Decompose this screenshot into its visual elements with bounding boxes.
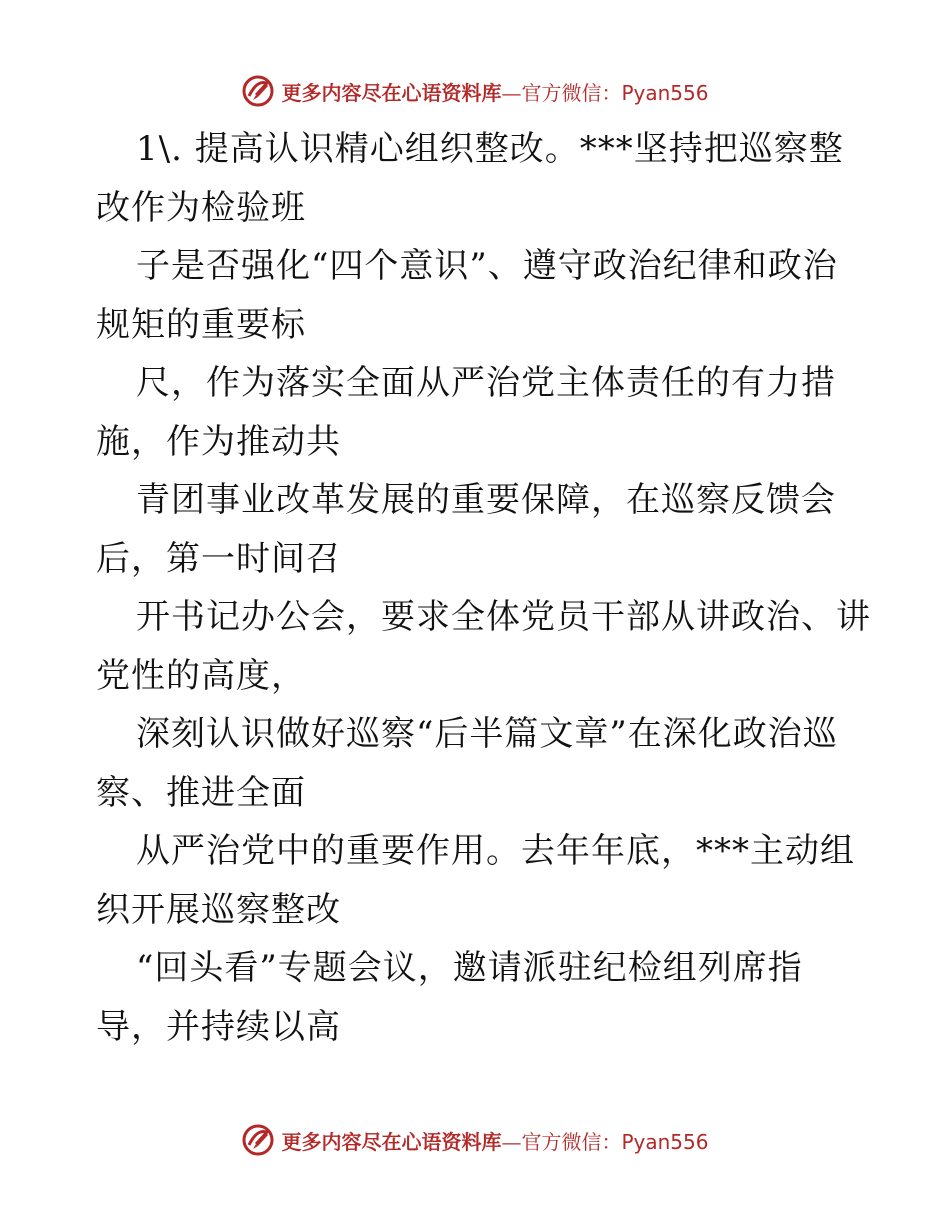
- footer-banner: [0, 1120, 950, 1160]
- banner-title: 更多内容尽在心语资料库: [281, 80, 502, 105]
- body-line: 尺，作为落实全面从严治党主体责任的有力措: [136, 363, 836, 403]
- body-line: 后，第一时间召: [96, 538, 341, 579]
- pen-logo-icon: [241, 74, 275, 108]
- body-line: 深刻认识做好巡察“后半篇文章”在深化政治巡: [136, 714, 838, 754]
- banner-contact: 官方微信：Pyan556: [521, 80, 709, 105]
- document-body: [96, 120, 871, 1056]
- body-line: 导，并持续以高: [96, 1006, 341, 1047]
- header-banner: [0, 71, 950, 111]
- body-line: “回头看”专题会议，邀请派驻纪检组列席指: [136, 948, 803, 988]
- body-line: 青团事业改革发展的重要保障，在巡察反馈会: [136, 480, 836, 520]
- body-line: 开书记办公会，要求全体党员干部从讲政治、讲: [136, 597, 871, 637]
- body-line: 察、推进全面: [96, 772, 306, 813]
- body-line: 从严治党中的重要作用。去年年底，***主动组: [136, 831, 855, 871]
- body-line: 党性的高度，: [96, 655, 306, 696]
- pen-logo-icon: [241, 1123, 275, 1157]
- banner-title: 更多内容尽在心语资料库: [281, 1129, 502, 1154]
- banner-dash: —: [501, 80, 522, 105]
- body-line: 子是否强化“四个意识”、遵守政治纪律和政治: [136, 246, 838, 286]
- banner-contact: 官方微信：Pyan556: [521, 1129, 709, 1154]
- body-line: 织开展巡察整改: [96, 889, 341, 930]
- body-line: 规矩的重要标: [96, 304, 306, 345]
- body-line: 改作为检验班: [96, 187, 306, 228]
- body-line: 1\. 提高认识精心组织整改。***坚持把巡察整: [136, 129, 844, 169]
- body-line: 施，作为推动共: [96, 421, 341, 462]
- banner-dash: —: [501, 1129, 522, 1154]
